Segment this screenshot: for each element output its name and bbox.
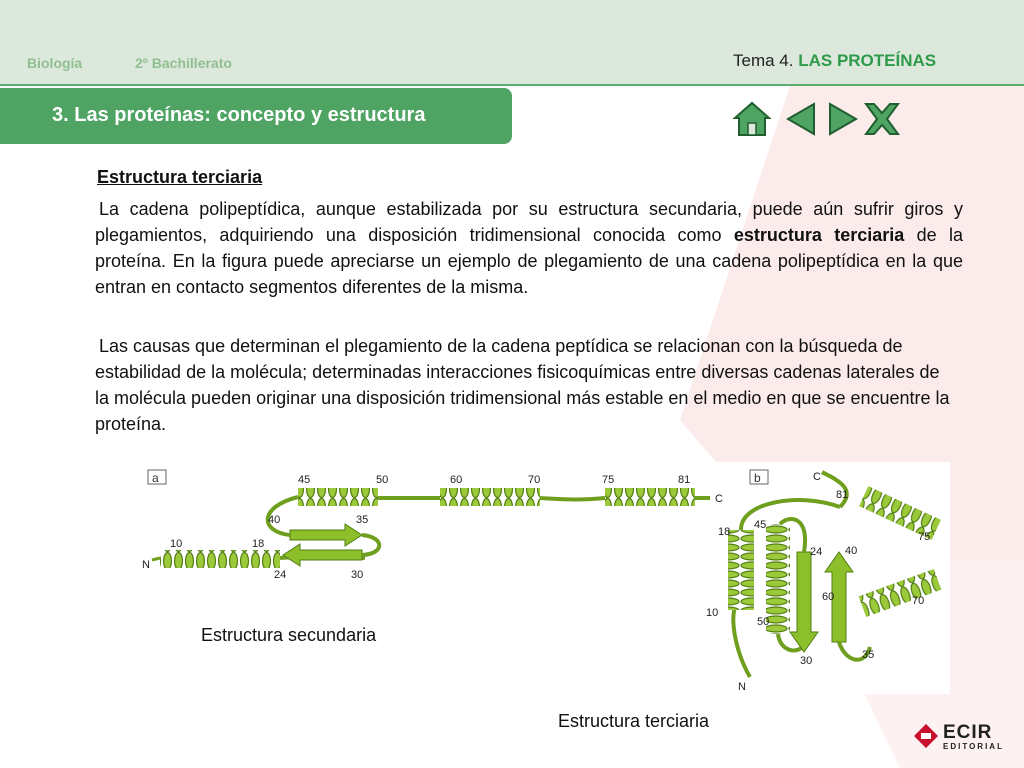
b-label-n: N: [738, 681, 746, 693]
b-label-30: 30: [800, 655, 813, 667]
a-label-24: 24: [274, 569, 287, 581]
caption-tertiary-structure: Estructura terciaria: [558, 711, 710, 731]
tema-prefix: Tema 4.: [733, 51, 794, 70]
paragraph-1: [95, 196, 963, 300]
b-label-18: 18: [718, 526, 731, 538]
b-label-45: 45: [754, 519, 767, 531]
home-icon[interactable]: [732, 100, 772, 138]
b-label-35: 35: [862, 649, 875, 661]
b-label-24: 24: [810, 546, 823, 558]
a-label-30: 30: [351, 569, 364, 581]
a-label-n: N: [142, 559, 150, 571]
a-label-70: 70: [528, 474, 541, 486]
a-label-18: 18: [252, 538, 265, 550]
section-heading: Estructura terciaria: [97, 167, 263, 187]
paragraph-2: Las causas que determinan el plegamiento de la cadena peptídica se relacionan con la búsqueda de estabilidad de la molécula; determinadas interacciones fisicoquímicas entre diversas cadenas laterales de la molécula pueden originar una disposición tridimensional más estable en el medio en que se encuentre la proteína.: [95, 336, 950, 434]
a-label-50: 50: [376, 474, 389, 486]
protein-structure-figure: [140, 462, 950, 694]
a-label-45: 45: [298, 474, 311, 486]
level-label: 2º Bachillerato: [135, 55, 232, 71]
arrow-right-icon[interactable]: [822, 100, 862, 138]
b-label-10: 10: [706, 607, 719, 619]
para1-bold-term: estructura terciaria: [733, 225, 905, 245]
logo-sub: EDITORIAL: [943, 742, 1004, 751]
a-label-10: 10: [170, 538, 183, 550]
close-icon[interactable]: [862, 100, 902, 138]
para1-text-b: de la proteína. En la figura puede apreciarse un ejemplo de plegamiento de una cadena polipeptídica en la que entran en contacto segmentos diferentes de la misma.: [95, 225, 963, 297]
b-label-40: 40: [845, 545, 858, 557]
subject-label: Biología: [27, 55, 83, 71]
tema-title: [733, 51, 936, 71]
panel-a-label: a: [152, 471, 159, 485]
a-label-81: 81: [678, 474, 691, 486]
b-label-81: 81: [836, 489, 849, 501]
arrow-left-icon[interactable]: [782, 100, 822, 138]
logo-word: ECIR: [943, 722, 993, 743]
b-label-75: 75: [918, 531, 931, 543]
b-label-60: 60: [822, 591, 835, 603]
b-label-c: C: [813, 471, 821, 483]
panel-b-label: b: [754, 471, 761, 485]
caption-secondary-structure: Estructura secundaria: [201, 625, 377, 645]
a-label-35: 35: [356, 514, 369, 526]
a-label-40: 40: [268, 514, 281, 526]
b-label-50: 50: [757, 616, 770, 628]
section-title: 3. Las proteínas: concepto y estructura: [52, 104, 426, 126]
tema-name: LAS PROTEÍNAS: [798, 51, 937, 70]
a-label-75: 75: [602, 474, 615, 486]
a-label-c: C: [715, 493, 723, 505]
a-label-60: 60: [450, 474, 463, 486]
b-label-70: 70: [912, 595, 925, 607]
para1-text-a: La cadena polipeptídica, aunque estabilizada por su estructura secundaria, puede aún sufrir giros y plegamientos, adquiriendo una disposición tridimensional conocida como: [95, 199, 963, 245]
